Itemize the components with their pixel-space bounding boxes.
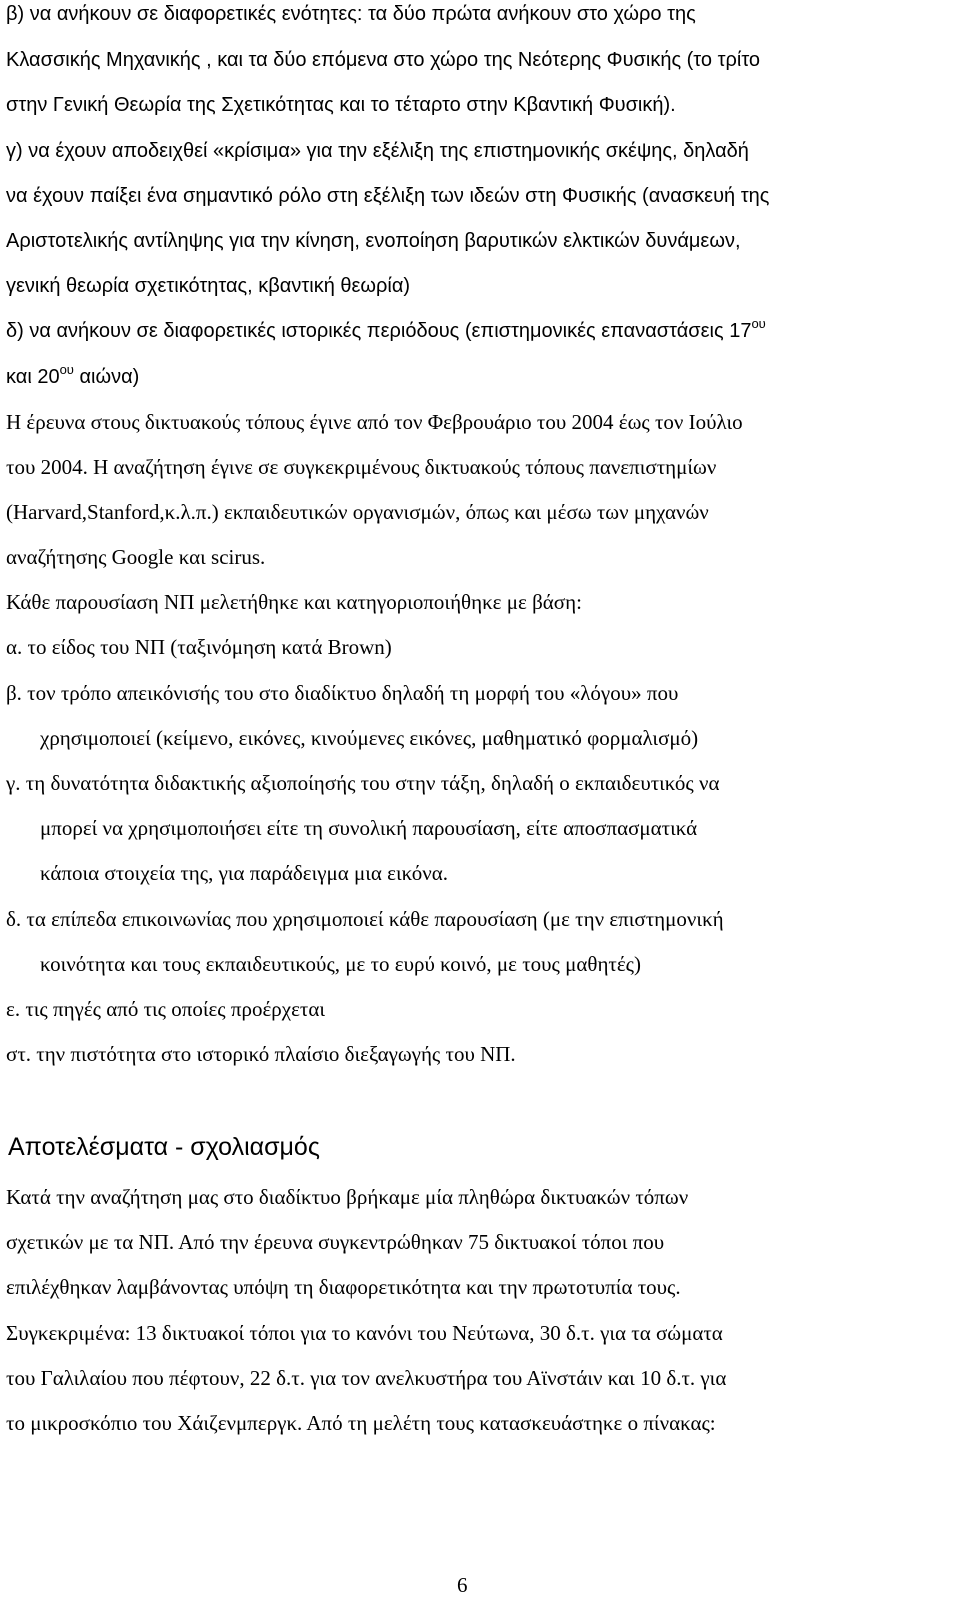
text-line: το μικροσκόπιο του Χάιζενμπεργκ. Από τη μελέτη τους κατασκευάστηκε ο πίνακας: bbox=[6, 1411, 716, 1435]
text-line: β) να ανήκουν σε διαφορετικές ενότητες: τα δύο πρώτα ανήκουν στο χώρο της bbox=[6, 3, 696, 25]
text-line: Κάθε παρουσίαση ΝΠ μελετήθηκε και κατηγοριοποιήθηκε με βάση: bbox=[6, 590, 582, 614]
list-item: στ. την πιστότητα στο ιστορικό πλαίσιο διεξαγωγής του ΝΠ. bbox=[6, 1042, 516, 1066]
text-line: στην Γενική Θεωρία της Σχετικότητας και το τέταρτο στην Κβαντική Φυσική). bbox=[6, 94, 676, 116]
text-line: γενική θεωρία σχετικότητας, κβαντική θεωρία) bbox=[6, 275, 411, 297]
list-item-continuation: μπορεί να χρησιμοποιήσει είτε τη συνολική παρουσίαση, είτε αποσπασματικά bbox=[40, 816, 698, 840]
superscript: ου bbox=[751, 316, 766, 331]
text-line: γ) να έχουν αποδειχθεί «κρίσιμα» για την εξέλιξη της επιστημονικής σκέψης, δηλαδή bbox=[6, 140, 749, 162]
text-line: Κατά την αναζήτηση μας στο διαδίκτυο βρήκαμε μία πληθώρα δικτυακών τόπων bbox=[6, 1185, 689, 1209]
text-line: σχετικών με τα ΝΠ. Από την έρευνα συγκεντρώθηκαν 75 δικτυακοί τόποι που bbox=[6, 1230, 665, 1254]
text-line: Συγκεκριμένα: 13 δικτυακοί τόποι για το κανόνι του Νεύτωνα, 30 δ.τ. για τα σώματα bbox=[6, 1321, 723, 1345]
list-item: γ. τη δυνατότητα διδακτικής αξιοποίησής του στην τάξη, δηλαδή ο εκπαιδευτικός να bbox=[6, 771, 720, 795]
section-heading: Αποτελέσματα - σχολιασμός bbox=[8, 1133, 320, 1161]
page-number: 6 bbox=[457, 1573, 468, 1597]
text-line: (Harvard,Stanford,κ.λ.π.) εκπαιδευτικών οργανισμών, όπως και μέσω των μηχανών bbox=[6, 500, 709, 524]
text-segment: αιώνα) bbox=[73, 366, 140, 388]
text-line: Αριστοτελικής αντίληψης για την κίνηση, ενοποίηση βαρυτικών ελκτικών δυνάμεων, bbox=[6, 230, 741, 252]
text-line: του Γαλιλαίου που πέφτουν, 22 δ.τ. για τον ανελκυστήρα του Αϊνστάιν και 10 δ.τ. για bbox=[6, 1366, 727, 1390]
list-item: ε. τις πηγές από τις οποίες προέρχεται bbox=[6, 997, 325, 1021]
list-item-continuation: κοινότητα και τους εκπαιδευτικούς, με το ευρύ κοινό, με τους μαθητές) bbox=[40, 952, 641, 976]
list-item-continuation: χρησιμοποιεί (κείμενο, εικόνες, κινούμενες εικόνες, μαθηματικό φορμαλισμό) bbox=[40, 726, 699, 750]
text-line: αναζήτησης Google και scirus. bbox=[6, 545, 266, 569]
text-line: επιλέχθηκαν λαμβάνοντας υπόψη τη διαφορετικότητα και την πρωτοτυπία τους. bbox=[6, 1275, 681, 1299]
text-line: να έχουν παίξει ένα σημαντικό ρόλο στη εξέλιξη των ιδεών στη Φυσικής (ανασκευή της bbox=[6, 185, 770, 207]
text-line bbox=[6, 318, 766, 344]
text-line: Κλασσικής Μηχανικής , και τα δύο επόμενα στο χώρο της Νεότερης Φυσικής (το τρίτο bbox=[6, 49, 761, 71]
text-line bbox=[6, 364, 139, 390]
superscript: ου bbox=[59, 362, 74, 377]
text-segment: και 20 bbox=[6, 366, 60, 388]
text-segment: δ) να ανήκουν σε διαφορετικές ιστορικές περιόδους (επιστημονικές επαναστάσεις 17 bbox=[6, 320, 752, 342]
list-item: β. τον τρόπο απεικόνισής του στο διαδίκτυο δηλαδή τη μορφή του «λόγου» που bbox=[6, 681, 679, 705]
list-item: δ. τα επίπεδα επικοινωνίας που χρησιμοποιεί κάθε παρουσίαση (με την επιστημονική bbox=[6, 907, 724, 931]
list-item: α. το είδος του ΝΠ (ταξινόμηση κατά Brown) bbox=[6, 635, 392, 659]
text-line: Η έρευνα στους δικτυακούς τόπους έγινε από τον Φεβρουάριο του 2004 έως τον Ιούλιο bbox=[6, 410, 743, 434]
text-line: του 2004. Η αναζήτηση έγινε σε συγκεκριμένους δικτυακούς τόπους πανεπιστημίων bbox=[6, 455, 717, 479]
list-item-continuation: κάποια στοιχεία της, για παράδειγμα μια εικόνα. bbox=[40, 861, 449, 885]
